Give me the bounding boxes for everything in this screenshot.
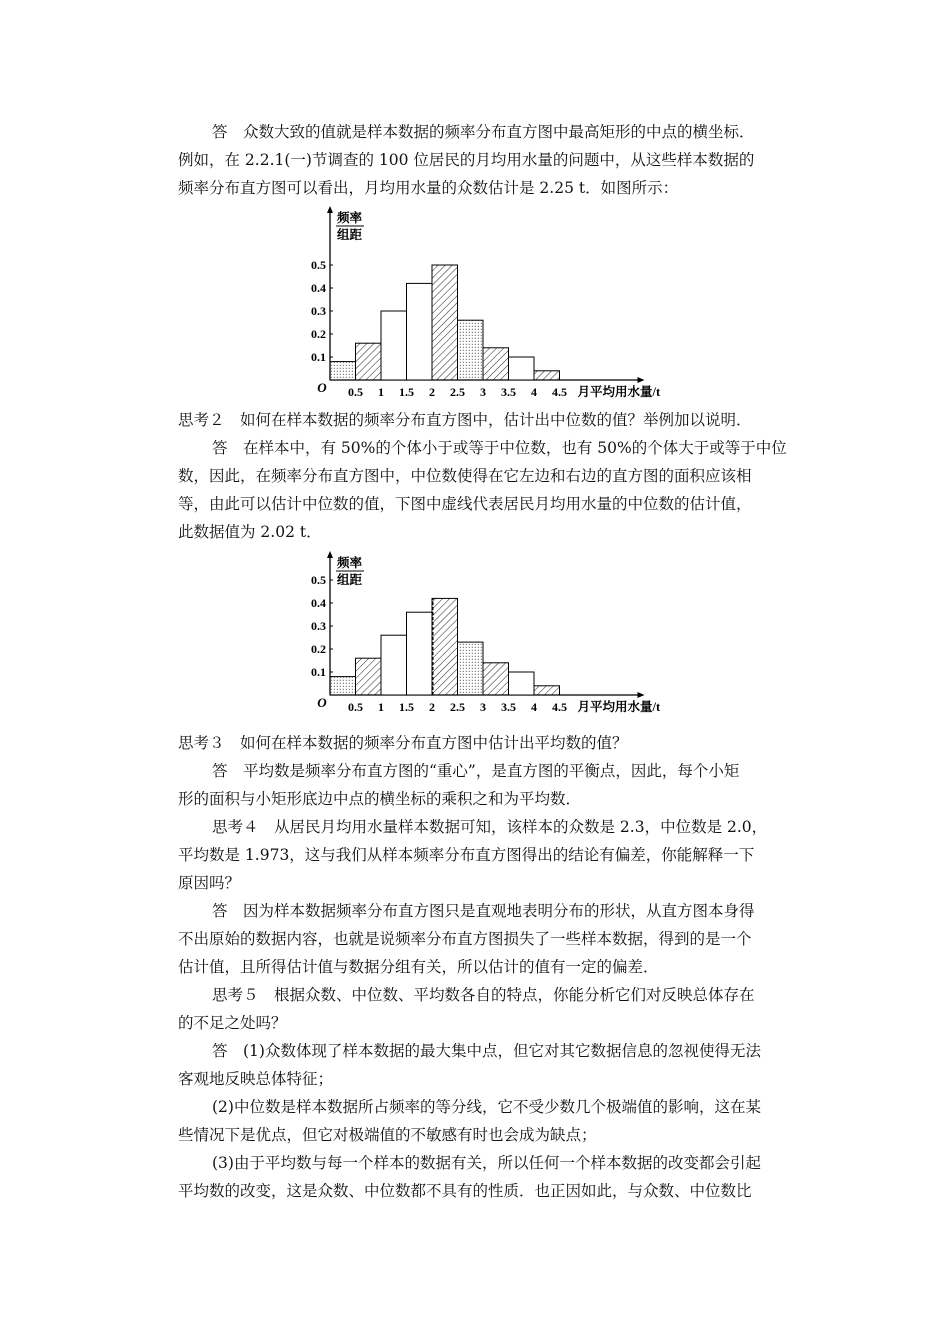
x-axis-label: 月平均用水量/t [577, 385, 661, 399]
x-tick-label: 3 [480, 385, 486, 399]
y-axis-label-bottom: 组距 [337, 573, 363, 587]
answer-3-line-2: 形的面积与小矩形底边中点的横坐标的乘积之和为平均数． [178, 790, 582, 808]
x-tick-label: 2 [429, 700, 435, 714]
histogram-bar [381, 635, 407, 695]
answer-4-line-2: 不出原始的数据内容，也就是说频率分布直方图损失了一些样本数据，得到的是一个 [178, 930, 752, 948]
histogram-bar [483, 348, 509, 380]
histogram-bar [407, 283, 433, 380]
x-tick-label: 2.5 [450, 700, 465, 714]
x-axis-arrow [638, 692, 645, 698]
origin-label: O [317, 380, 327, 395]
histogram-bar [381, 311, 407, 380]
histogram-bar [534, 686, 560, 695]
question-4-line-1: 思考４ 从居民月均用水量样本数据可知，该样本的众数是 2.3，中位数是 2.0， [212, 818, 768, 836]
answer-3-line-1: 答 平均数是频率分布直方图的“重心”，是直方图的平衡点，因此，每个小矩 [212, 762, 740, 780]
question-4-line-2: 平均数是 1.973，这与我们从样本频率分布直方图得出的结论有偏差，你能解释一下 [178, 846, 755, 864]
answer-5-line-1: 答 (1)众数体现了样本数据的最大集中点，但它对其它数据信息的忽视使得无法 [212, 1042, 761, 1060]
y-axis-arrow [327, 551, 333, 558]
x-tick-label: 3.5 [501, 700, 516, 714]
y-tick-label: 0.1 [311, 350, 326, 364]
answer-5-line-6: 平均数的改变，这是众数、中位数都不具有的性质．也正因如此，与众数、中位数比 [178, 1182, 752, 1200]
y-axis-label-top: 频率 [337, 556, 363, 570]
question-2: 思考２ 如何在样本数据的频率分布直方图中，估计出中位数的值？举例加以说明． [178, 411, 752, 429]
histogram-bar [407, 612, 433, 695]
x-axis-arrow [638, 377, 645, 383]
histogram-bar [330, 677, 356, 695]
histogram-bar [432, 598, 458, 695]
answer-2-line-3: 等，由此可以估计中位数的值，下图中虚线代表居民月均用水量的中位数的估计值， [178, 495, 752, 513]
question-5-line-1: 思考５ 根据众数、中位数、平均数各自的特点，你能分析它们对反映总体存在 [212, 986, 755, 1004]
x-axis-label: 月平均用水量/t [577, 700, 661, 714]
answer-2-line-1: 答 在样本中，有 50%的个体小于或等于中位数，也有 50%的个体大于或等于中位 [212, 439, 787, 457]
y-axis-label-top: 频率 [337, 211, 363, 225]
answer-1-line-3: 频率分布直方图可以看出，月均用水量的众数估计是 2.25 t．如图所示： [178, 179, 679, 197]
question-4-line-3: 原因吗？ [178, 874, 241, 892]
x-tick-label: 1 [378, 700, 384, 714]
question-5-line-2: 的不足之处吗？ [178, 1014, 287, 1032]
histogram-median [300, 550, 700, 725]
y-tick-label: 0.1 [311, 665, 326, 679]
origin-label: O [317, 695, 327, 710]
y-tick-label: 0.4 [311, 281, 326, 295]
answer-1-line-1: 答 众数大致的值就是样本数据的频率分布直方图中最高矩形的中点的横坐标． [212, 123, 755, 141]
x-tick-label: 0.5 [348, 700, 363, 714]
x-tick-label: 1.5 [399, 700, 414, 714]
y-tick-label: 0.3 [311, 304, 326, 318]
histogram-bar [534, 371, 560, 380]
histogram-bar [483, 663, 509, 695]
y-axis-label-bottom: 组距 [337, 228, 363, 242]
x-tick-label: 1 [378, 385, 384, 399]
answer-4-line-3: 估计值，且所得估计值与数据分组有关，所以估计的值有一定的偏差． [178, 958, 659, 976]
histogram-bar [458, 320, 484, 380]
histogram-bar [432, 265, 458, 380]
x-tick-label: 4 [531, 700, 537, 714]
x-tick-label: 3.5 [501, 385, 516, 399]
answer-5-line-2: 客观地反映总体特征； [178, 1070, 334, 1088]
x-tick-label: 4.5 [552, 700, 567, 714]
y-tick-label: 0.2 [311, 327, 326, 341]
x-tick-label: 4.5 [552, 385, 567, 399]
histogram-bar [356, 658, 382, 695]
histogram-mode [300, 205, 700, 405]
y-tick-label: 0.5 [311, 573, 326, 587]
question-3: 思考３ 如何在样本数据的频率分布直方图中估计出平均数的值？ [178, 734, 628, 752]
y-axis-arrow [327, 206, 333, 213]
answer-1-line-2: 例如，在 2.2.1(一)节调查的 100 位居民的月均用水量的问题中，从这些样本数据的 [178, 151, 755, 169]
answer-5-line-5: (3)由于平均数与每一个样本的数据有关，所以任何一个样本数据的改变都会引起 [212, 1154, 761, 1172]
y-tick-label: 0.3 [311, 619, 326, 633]
answer-2-line-2: 数，因此，在频率分布直方图中，中位数使得在它左边和右边的直方图的面积应该相 [178, 467, 752, 485]
histogram-bar [356, 343, 382, 380]
x-tick-label: 3 [480, 700, 486, 714]
answer-5-line-3: (2)中位数是样本数据所占频率的等分线，它不受少数几个极端值的影响，这在某 [212, 1098, 761, 1116]
x-tick-label: 1.5 [399, 385, 414, 399]
histogram-bar [509, 672, 535, 695]
x-tick-label: 0.5 [348, 385, 363, 399]
x-tick-label: 2.5 [450, 385, 465, 399]
x-tick-label: 2 [429, 385, 435, 399]
y-tick-label: 0.5 [311, 258, 326, 272]
x-tick-label: 4 [531, 385, 537, 399]
y-tick-label: 0.4 [311, 596, 326, 610]
answer-2-line-4: 此数据值为 2.02 t． [178, 523, 322, 541]
histogram-bar [509, 357, 535, 380]
answer-5-line-4: 些情况下是优点，但它对极端值的不敏感有时也会成为缺点； [178, 1126, 597, 1144]
y-tick-label: 0.2 [311, 642, 326, 656]
answer-4-line-1: 答 因为样本数据频率分布直方图只是直观地表明分布的形状，从直方图本身得 [212, 902, 755, 920]
histogram-bar [330, 362, 356, 380]
histogram-bar [458, 642, 484, 695]
